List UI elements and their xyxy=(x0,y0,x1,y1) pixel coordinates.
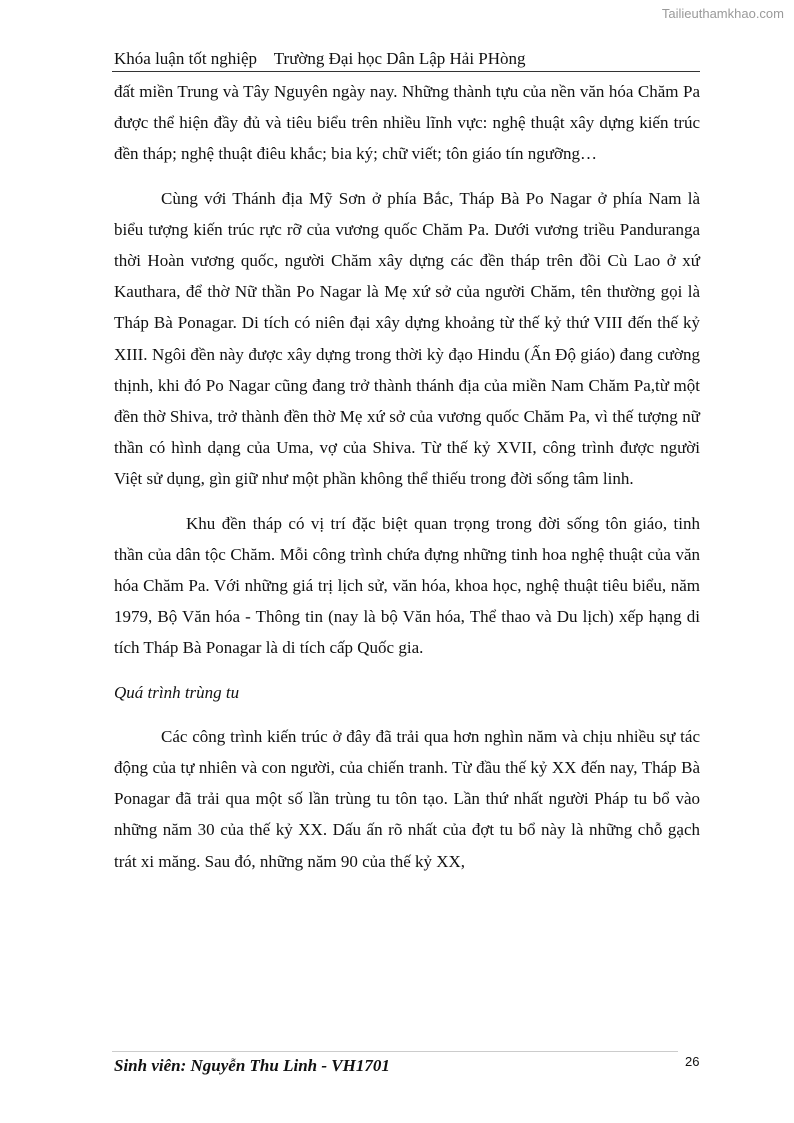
page-body xyxy=(114,76,700,877)
paragraph-restoration: Các công trình kiến trúc ở đây đã trải qua hơn nghìn năm và chịu nhiều sự tác động của tự nhiên và con người, của chiến tranh. Từ đầu thế kỷ XX đến nay, Tháp Bà Ponagar đã trải qua một số lần trùng tu tôn tạo. Lần thứ nhất người Pháp tu bổ vào những năm 30 của thế kỷ XX. Dấu ấn rõ nhất của đợt tu bổ này là những chỗ gạch trát xi măng. Sau đó, những năm 90 của thế kỷ XX, xyxy=(114,726,700,871)
footer-student: Sinh viên: Nguyễn Thu Linh - VH1701 xyxy=(114,1056,390,1075)
page-number: 26 xyxy=(685,1054,700,1069)
header-rule xyxy=(112,71,700,72)
paragraph-continuation: đất miền Trung và Tây Nguyên ngày nay. Những thành tựu của nền văn hóa Chăm Pa được thể hiện đầy đủ và tiêu biểu trên nhiều lĩnh vực: nghệ thuật xây dựng kiến trúc đền tháp; nghệ thuật điêu khắc; bia ký; chữ viết; tôn giáo tín ngưỡng… xyxy=(114,82,700,164)
watermark: Tailieuthamkhao.com xyxy=(661,6,784,21)
section-heading: Quá trình trùng tu xyxy=(114,682,240,702)
footer-rule xyxy=(112,1051,678,1052)
paragraph-significance: Khu đền tháp có vị trí đặc biệt quan trọng trong đời sống tôn giáo, tinh thần của dân tộc Chăm. Mỗi công trình chứa đựng những tinh hoa nghệ thuật của văn hóa Chăm Pa. Với những giá trị lịch sử, văn hóa, khoa học, nghệ thuật tiêu biểu, năm 1979, Bộ Văn hóa - Thông tin (nay là bộ Văn hóa, Thể thao và Du lịch) xếp hạng di tích Tháp Bà Ponagar là di tích cấp Quốc gia. xyxy=(114,513,700,658)
page-header: Khóa luận tốt nghiệp Trường Đại học Dân Lập Hải PHòng xyxy=(114,49,526,68)
paragraph-po-nagar: Cùng với Thánh địa Mỹ Sơn ở phía Bắc, Tháp Bà Po Nagar ở phía Nam là biểu tượng kiến trúc rực rỡ của vương quốc Chăm Pa. Dưới vương triều Panduranga thời Hoàn vương quốc, người Chăm xây dựng các đền tháp trên đồi Cù Lao ở xứ Kauthara, để thờ Nữ thần Po Nagar là Mẹ xứ sở của người Chăm, tên thường gọi là Tháp Bà Ponagar. Di tích có niên đại xây dựng khoảng từ thế kỷ thứ VIII đến thế kỷ XIII. Ngôi đền này được xây dựng trong thời kỳ đạo Hindu (Ấn Độ giáo) đang cường thịnh, khi đó Po Nagar cũng đang trở thành thánh địa của miền Nam Chăm Pa,từ một đền thờ Shiva, trở thành đền thờ Mẹ xứ sở của vương quốc Chăm Pa, vì thế tượng nữ thần có hình dạng của Uma, vợ của Shiva. Từ thế kỷ XVII, công trình được người Việt sử dụng, gìn giữ như một phần không thể thiếu trong đời sống tâm linh. xyxy=(114,188,700,489)
